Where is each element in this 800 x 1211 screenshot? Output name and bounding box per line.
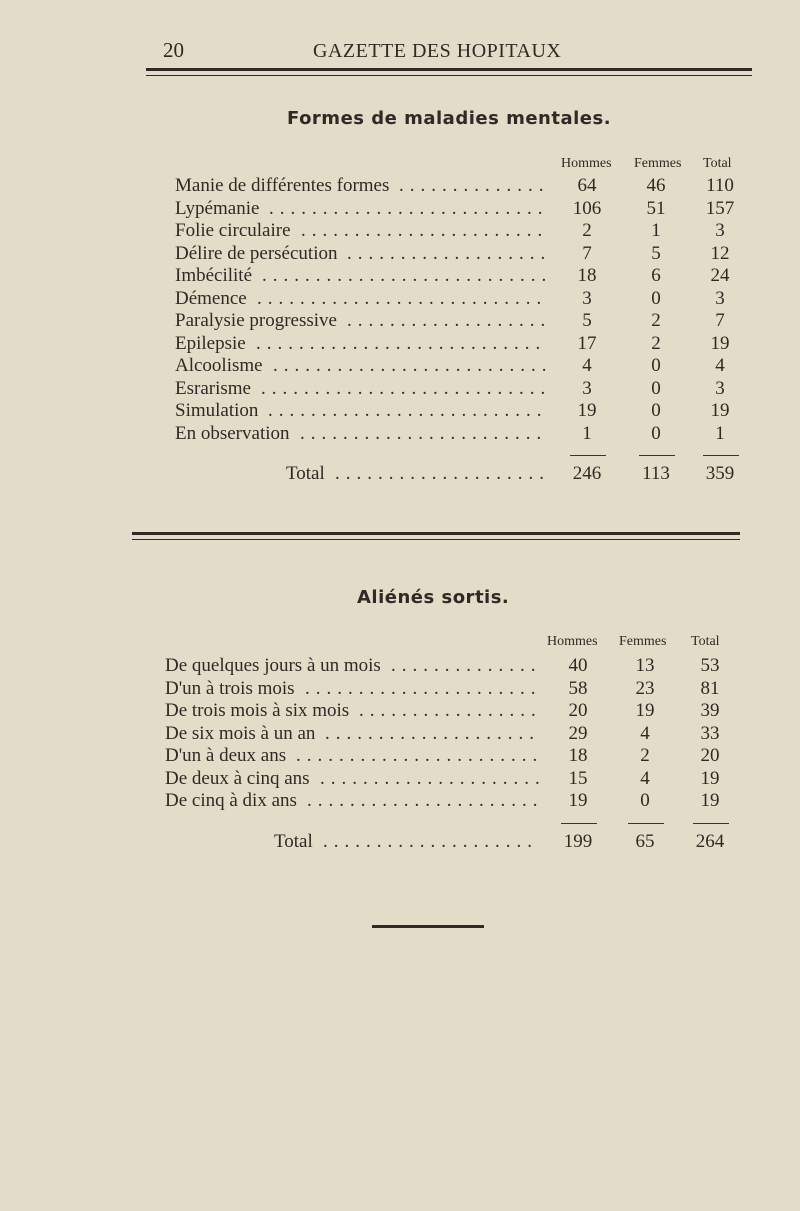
leader-dots: .....................: [320, 767, 546, 789]
cell-femmes: 2: [651, 310, 661, 331]
row-label: Lypémanie: [175, 197, 260, 219]
sum-rule: [628, 823, 664, 824]
table1-col-total: Total: [703, 156, 732, 171]
table2-col-hommes: Hommes: [547, 634, 598, 649]
section-rule: [132, 532, 740, 535]
cell-total: 19: [700, 767, 720, 789]
leader-dots: ...................: [347, 242, 552, 264]
cell-femmes: 0: [651, 400, 661, 421]
row-label: De quelques jours à un mois: [165, 655, 381, 676]
leader-dots: ..........................: [268, 400, 548, 421]
cell-hommes: 18: [577, 265, 597, 286]
cell-hommes: 2: [582, 220, 592, 241]
table1-col-femmes: Femmes: [634, 156, 682, 171]
cell-femmes: 13: [635, 655, 655, 676]
cell-femmes: 19: [635, 700, 655, 721]
cell-femmes: 0: [651, 377, 661, 399]
leader-dots: ......................: [305, 677, 542, 699]
cell-femmes: 0: [640, 790, 650, 811]
total-hommes: 246: [572, 463, 602, 484]
cell-total: 24: [710, 265, 730, 286]
leader-dots: ...........................: [262, 265, 553, 286]
leader-dots: .......................: [296, 745, 544, 766]
row-label: Paralysie progressive: [175, 310, 337, 331]
cell-femmes: 46: [646, 175, 666, 196]
cell-total: 20: [700, 745, 720, 766]
cell-femmes: 2: [651, 332, 661, 354]
cell-femmes: 4: [640, 767, 650, 789]
total-label: Total: [286, 463, 325, 484]
cell-femmes: 2: [640, 745, 650, 766]
leader-dots: ....................: [323, 830, 538, 852]
row-label: D'un à deux ans: [165, 745, 287, 766]
sum-rule: [561, 823, 597, 824]
running-title: GAZETTE DES HOPITAUX: [313, 40, 562, 62]
total-femmes: 65: [635, 830, 655, 852]
cell-total: 19: [700, 790, 720, 811]
sum-rule: [703, 455, 739, 456]
cell-total: 39: [700, 700, 720, 721]
leader-dots: ..........................: [269, 197, 549, 219]
cell-femmes: 4: [640, 722, 650, 744]
cell-hommes: 7: [582, 242, 592, 264]
cell-hommes: 106: [572, 197, 602, 219]
cell-hommes: 1: [582, 422, 592, 444]
cell-total: 110: [706, 175, 734, 196]
cell-hommes: 29: [568, 722, 588, 744]
leader-dots: ...........................: [256, 332, 547, 354]
leader-dots: ...........................: [261, 377, 552, 399]
cell-total: 7: [715, 310, 725, 331]
cell-femmes: 6: [651, 265, 661, 286]
section-rule-thin: [132, 539, 740, 540]
table1-col-hommes: Hommes: [561, 156, 612, 171]
cell-total: 157: [705, 197, 735, 219]
table2-col-total: Total: [691, 634, 720, 649]
row-label: Imbécilité: [175, 265, 253, 286]
cell-total: 1: [715, 422, 725, 444]
leader-dots: ......................: [307, 790, 544, 811]
cell-femmes: 23: [635, 677, 655, 699]
table2-col-femmes: Femmes: [619, 634, 667, 649]
cell-total: 19: [710, 400, 730, 421]
cell-total: 4: [715, 355, 725, 376]
leader-dots: ....................: [335, 463, 550, 484]
page-number: 20: [163, 38, 184, 62]
cell-hommes: 15: [568, 767, 588, 789]
total-total: 264: [695, 830, 725, 852]
cell-femmes: 0: [651, 287, 661, 309]
cell-hommes: 20: [568, 700, 588, 721]
leader-dots: .......................: [300, 422, 548, 444]
header-rule: [146, 68, 752, 71]
cell-hommes: 58: [568, 677, 588, 699]
leader-dots: ..............: [399, 175, 550, 196]
leader-dots: .................: [359, 700, 542, 721]
row-label: D'un à trois mois: [165, 677, 295, 699]
leader-dots: ..........................: [273, 355, 553, 376]
leader-dots: .......................: [301, 220, 549, 241]
row-label: Simulation: [175, 400, 259, 421]
row-label: Alcoolisme: [175, 355, 263, 376]
leader-dots: ....................: [325, 722, 540, 744]
row-label: Epilepsie: [175, 332, 246, 354]
closing-rule: [372, 925, 484, 928]
row-label: Esrarisme: [175, 377, 251, 399]
row-label: De deux à cinq ans: [165, 767, 310, 789]
cell-hommes: 18: [568, 745, 588, 766]
cell-total: 3: [715, 377, 725, 399]
row-label: Délire de persécution: [175, 242, 338, 264]
cell-hommes: 19: [577, 400, 597, 421]
cell-total: 3: [715, 220, 725, 241]
row-label: Démence: [175, 287, 247, 309]
cell-total: 33: [700, 722, 720, 744]
sum-rule: [639, 455, 675, 456]
cell-hommes: 3: [582, 377, 592, 399]
cell-femmes: 51: [646, 197, 666, 219]
row-label: Folie circulaire: [175, 220, 291, 241]
cell-total: 81: [700, 677, 720, 699]
cell-hommes: 64: [577, 175, 597, 196]
header-rule-thin: [146, 75, 752, 76]
leader-dots: ...........................: [257, 287, 548, 309]
leader-dots: ..............: [391, 655, 542, 676]
row-label: De trois mois à six mois: [165, 700, 350, 721]
total-label: Total: [274, 830, 313, 852]
cell-femmes: 0: [651, 355, 661, 376]
total-femmes: 113: [642, 463, 670, 484]
table1-title: Formes de maladies mentales.: [287, 108, 612, 129]
cell-hommes: 17: [577, 332, 597, 354]
row-label: De cinq à dix ans: [165, 790, 297, 811]
cell-hommes: 19: [568, 790, 588, 811]
cell-femmes: 0: [651, 422, 661, 444]
leader-dots: ...................: [347, 310, 552, 331]
total-total: 359: [705, 463, 735, 484]
total-hommes: 199: [563, 830, 593, 852]
cell-hommes: 3: [582, 287, 592, 309]
cell-hommes: 40: [568, 655, 588, 676]
cell-total: 53: [700, 655, 720, 676]
cell-femmes: 5: [651, 242, 661, 264]
cell-hommes: 4: [582, 355, 592, 376]
table2-title: Aliénés sortis.: [357, 587, 510, 608]
cell-total: 19: [710, 332, 730, 354]
cell-total: 3: [715, 287, 725, 309]
row-label: De six mois à un an: [165, 722, 316, 744]
row-label: Manie de différentes formes: [175, 175, 390, 196]
page-header: [163, 38, 753, 68]
cell-hommes: 5: [582, 310, 592, 331]
cell-femmes: 1: [651, 220, 661, 241]
sum-rule: [570, 455, 606, 456]
cell-total: 12: [710, 242, 730, 264]
sum-rule: [693, 823, 729, 824]
row-label: En observation: [175, 422, 290, 444]
